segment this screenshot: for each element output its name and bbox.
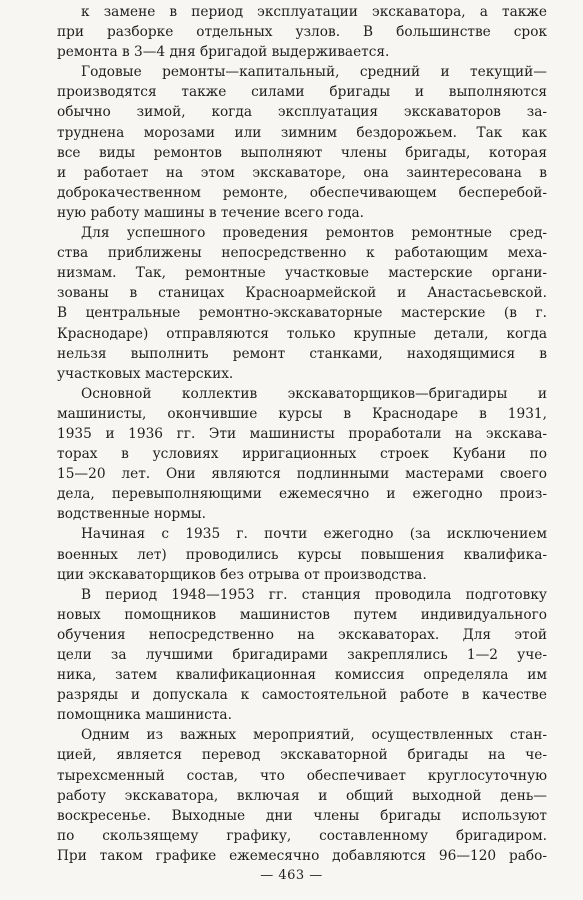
text-line: Для успешного проведения ремонтов ремонтные сред- <box>81 225 547 242</box>
paragraph <box>57 223 547 384</box>
text-line: В центральные ремонтно-экскаваторные мастерские (в г. <box>57 305 547 322</box>
text-line: все виды ремонтов выполняют члены бригады, которая <box>57 144 547 161</box>
text-line: тырехсменный состав, что обеспечивает круглосуточную <box>57 767 547 784</box>
text-line: разряды и допускала к самостоятельной работе в качестве <box>57 687 547 704</box>
text-line: Начиная с 1935 г. почти ежегодно (за исключением <box>81 526 547 543</box>
text-line: обучения непосредственно на экскаваторах. Для этой <box>57 626 547 643</box>
text-line: При таком графике ежемесячно добавляются 96—120 рабо- <box>57 847 547 864</box>
text-line: Годовые ремонты—капитальный, средний и текущий— <box>81 64 547 81</box>
text-line: по скользящему графику, составленному бригадиром. <box>57 827 547 844</box>
text-line: зованы в станицах Красноармейской и Анастасьевской. <box>57 285 547 302</box>
text-line: нельзя выполнить ремонт станками, находящимися в <box>57 345 547 362</box>
text-line: низмам. Так, ремонтные участковые мастерские органи- <box>57 265 547 282</box>
paragraph <box>57 62 547 223</box>
text-line: труднена морозами или зимним бездорожьем. Так как <box>57 124 547 141</box>
paragraph <box>57 585 547 726</box>
text-line: дела, перевыполняющими ежемесячно и ежегодно произ- <box>57 486 547 503</box>
text-line: Основной коллектив экскаваторщиков—бригадиры и <box>81 385 547 402</box>
text-line: работу экскаватора, включая и общий выходной день— <box>57 787 547 804</box>
text-line: В период 1948—1953 гг. станция проводила подготовку <box>81 586 547 603</box>
text-line: помощника машиниста. <box>57 707 232 724</box>
text-line: Краснодаре) отправляются только крупные детали, когда <box>57 325 547 342</box>
text-line: и работает на этом экскаваторе, она заинтересована в <box>57 164 547 181</box>
text-line: военных лет) проводились курсы повышения квалифика- <box>57 546 547 563</box>
paragraph <box>57 725 547 866</box>
text-line: ную работу машины в течение всего года. <box>57 204 365 221</box>
paragraph <box>57 524 547 584</box>
page-number: — 463 — <box>260 868 323 883</box>
text-line: машинисты, окончившие курсы в Краснодаре в 1931, <box>57 405 547 422</box>
paragraph <box>57 2 547 62</box>
text-line: к замене в период эксплуатации экскаватора, а также <box>81 4 547 20</box>
text-line: водственные нормы. <box>57 506 207 523</box>
text-line: производятся также силами бригады и выполняются <box>57 84 547 101</box>
text-line: цели за лучшими бригадирами закреплялись 1—2 уче- <box>57 647 547 663</box>
text-line: 1935 и 1936 гг. Эти машинисты проработали на экскава- <box>57 425 547 442</box>
text-line: Одним из важных мероприятий, осуществленных стан- <box>81 727 547 744</box>
text-line: участковых мастерских. <box>57 365 234 382</box>
page-text <box>57 2 547 866</box>
text-line: цией, является перевод экскаваторной бригады на че- <box>57 747 547 764</box>
text-line: доброкачественном ремонте, обеспечивающем бесперебой- <box>57 184 547 201</box>
text-line: ции экскаваторщиков без отрыва от производства. <box>57 566 427 583</box>
text-line: ства приближены непосредственно к работающим меха- <box>57 245 547 262</box>
text-line: 15—20 лет. Они являются подлинными мастерами своего <box>57 466 547 483</box>
text-line: обычно зимой, когда эксплуатация экскаваторов за- <box>57 104 547 121</box>
text-line: ника, затем квалификационная комиссия определяла им <box>57 667 547 684</box>
text-line: ремонта в 3—4 дня бригадой выдерживается. <box>57 44 390 61</box>
paragraph <box>57 384 547 525</box>
text-line: торах в условиях ирригационных строек Кубани по <box>57 446 547 463</box>
text-line: новых помощников машинистов путем индивидуального <box>57 606 547 623</box>
text-line: воскресенье. Выходные дни члены бригады используют <box>57 807 547 824</box>
text-line: при разборке отдельных узлов. В большинстве срок <box>57 24 547 41</box>
